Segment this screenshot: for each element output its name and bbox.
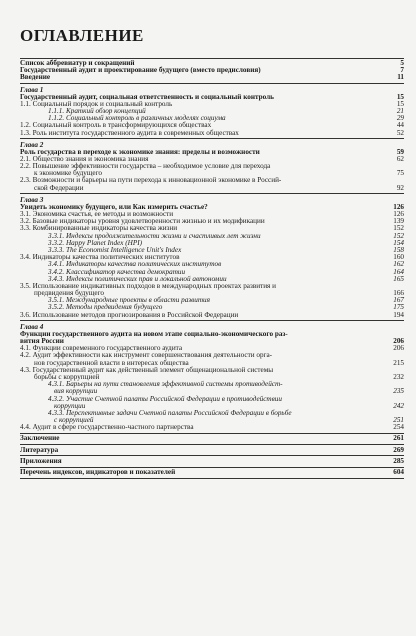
toc-entry-page: 261 xyxy=(393,434,404,443)
toc-entry-page: 29 xyxy=(396,114,404,123)
toc-entry-title: 3.4.1. Индикаторы качества политических институтов xyxy=(48,260,222,269)
toc-entry-page: 21 xyxy=(396,106,404,115)
toc-entry-page: 160 xyxy=(393,253,404,262)
toc-entry-page: 126 xyxy=(393,210,404,218)
divider xyxy=(20,455,404,456)
toc-entry-title: 3.4.3. Индексы политических прав и локальной автономии xyxy=(48,274,227,283)
toc-entry-title: нов государственной власти в интересах общества xyxy=(34,358,189,367)
toc-entry-page: 52 xyxy=(396,128,404,137)
toc-entry-title: 3.5.1. Международные проекты в области развития xyxy=(48,296,210,305)
toc-entry-title: 3.4.2. Классификатор качества демократии xyxy=(48,267,186,276)
toc-entry-title: к экономике будущего xyxy=(34,169,102,178)
toc-entry-page: 158 xyxy=(393,245,404,254)
toc-entry[interactable] xyxy=(20,312,404,319)
divider xyxy=(20,444,404,445)
toc-entry-title: 1.1.1. Краткий обзор концепций xyxy=(48,106,146,115)
toc-entry-title: Перечень индексов, индикаторов и показателей xyxy=(20,468,176,476)
toc-entry-page: 285 xyxy=(393,456,404,465)
toc-entry[interactable] xyxy=(20,74,404,81)
toc-entry-title: 3.5. Использование индикативных подходов в международных проектах развития и xyxy=(20,281,276,290)
toc-entry-title: Приложения xyxy=(20,456,62,465)
toc-entry-title: 4.3.1. Барьеры на пути становления эффективной системы противодейст- xyxy=(48,380,283,389)
toc-entry-title: с коррупцией xyxy=(54,416,94,425)
toc-entry-title: 3.5.2. Методы предвидения будущего xyxy=(48,303,163,312)
toc-entry-title: 2.2. Повышение эффективности государства – необходимое условие для перехода xyxy=(20,162,271,171)
toc-entry-page: 92 xyxy=(396,183,404,192)
toc-entry-title: 3.2. Базовые индикаторы уровня удовлетворенности жизнью и их модификации xyxy=(20,217,265,226)
toc-entry-title: борьбы с коррупцией xyxy=(34,372,100,381)
toc-entry-page: 167 xyxy=(393,296,404,305)
toc-entry-title: Литература xyxy=(20,445,59,454)
toc-entry-page: 59 xyxy=(396,147,404,156)
toc-entry-page: 251 xyxy=(393,416,404,425)
toc-entry-title: 3.6. Использование методов прогнозирования в Российской Федерации xyxy=(20,310,239,319)
toc-entry-title: 2.3. Возможности и барьеры на пути перехода к инновационной экономике в Россий- xyxy=(20,176,282,185)
toc-entry-title: Заключение xyxy=(20,434,60,443)
toc-entry[interactable] xyxy=(20,331,404,338)
toc-entry-page: 175 xyxy=(393,303,404,312)
toc-entry-page: 254 xyxy=(393,423,404,432)
toc-entry-page: 126 xyxy=(393,202,404,211)
toc-entry-page: 154 xyxy=(393,238,404,247)
toc-entry-title: 4.2. Аудит эффективности как инструмент совершенствования деятельности орга- xyxy=(20,351,273,360)
toc-entry[interactable] xyxy=(20,424,404,431)
toc-entry-title: вития России xyxy=(20,337,64,345)
toc-entry-page: 62 xyxy=(396,154,404,163)
chapter-heading: Глава 4 xyxy=(20,322,44,331)
toc-entry-page: 15 xyxy=(396,99,404,108)
toc-entry-page: 215 xyxy=(393,358,404,367)
toc-entry-title: коррупции xyxy=(54,401,86,410)
toc-entry-title: Функции государственного аудита на новом этапе социально-экономического раз- xyxy=(20,329,288,338)
toc-entry-title: 3.3.1. Индексы продолжительности жизни и счастливых лет жизни xyxy=(48,231,261,240)
toc-entry-page: 194 xyxy=(393,310,404,319)
toc-entry-page: 5 xyxy=(400,59,404,67)
toc-entry[interactable] xyxy=(20,447,404,454)
toc-entry-title: вия коррупции xyxy=(54,387,98,396)
toc-entry-page: 139 xyxy=(393,217,404,226)
toc-entry-page: 242 xyxy=(393,401,404,410)
toc-entry-page: 11 xyxy=(397,73,404,82)
toc-entry-title: Роль государства в переходе к экономике знания: пределы и возможности xyxy=(20,147,260,156)
toc-entry-title: 3.3.3. The Economist Intelligence Unit's Index xyxy=(48,245,182,254)
divider xyxy=(20,193,404,194)
toc-entry-page: 162 xyxy=(393,260,404,269)
chapter-heading: Глава 3 xyxy=(20,195,44,204)
toc-entry-title: 4.4. Аудит в сфере государственно-частного партнерства xyxy=(20,423,194,432)
toc-entry-title: Список аббревиатур и сокращений xyxy=(20,59,135,67)
toc-entry-page: 232 xyxy=(393,372,404,381)
toc-entry-page: 206 xyxy=(393,337,404,345)
chapter-heading: Глава 1 xyxy=(20,85,44,94)
toc-entry-page: 165 xyxy=(393,274,404,283)
page-title: ОГЛАВЛЕНИЕ xyxy=(20,26,144,45)
toc-entry-title: предвидения будущего xyxy=(34,289,104,298)
toc-entry-title: 4.3.3. Перспективные задачи Счетной палаты Российской Федерации в борьбе xyxy=(48,408,292,417)
divider xyxy=(20,83,404,84)
toc-entry-title: Введение xyxy=(20,73,51,82)
toc-entry[interactable] xyxy=(20,67,404,74)
toc-entry-page: 269 xyxy=(393,445,404,454)
toc-entry-title: 3.1. Экономика счастья, ее методы и возможности xyxy=(20,210,174,218)
toc-entry-page: 206 xyxy=(393,344,404,353)
toc-entry-title: 3.3.2. Happy Planet Index (HPI) xyxy=(48,238,143,247)
divider xyxy=(20,433,404,434)
divider xyxy=(20,320,404,321)
toc-entry-page: 7 xyxy=(400,66,404,75)
toc-entry-page: 235 xyxy=(393,387,404,396)
toc-entry-page: 166 xyxy=(393,289,404,298)
chapter-heading: Глава 2 xyxy=(20,140,44,149)
toc-entry-page: 152 xyxy=(393,231,404,240)
toc-entry-page: 75 xyxy=(396,169,404,178)
toc-entry-page: 604 xyxy=(393,468,404,476)
toc-entry-page: 164 xyxy=(393,267,404,276)
toc-entry-title: ской Федерации xyxy=(34,183,84,192)
toc-entry[interactable] xyxy=(20,185,404,192)
toc-entry-title: 1.3. Роль института государственного аудита в современных обществах xyxy=(20,128,239,137)
table-of-contents xyxy=(20,56,404,480)
toc-entry[interactable] xyxy=(20,435,404,442)
toc-entry-title: Государственный аудит, социальная ответственность и социальный контроль xyxy=(20,92,274,101)
toc-entry-page: 15 xyxy=(396,92,404,101)
toc-entry-title: 4.1. Функции современного государственного аудита xyxy=(20,344,183,353)
toc-entry-page: 44 xyxy=(396,121,404,130)
toc-entry-title: Увидеть экономику будущего, или Как измерить счастье? xyxy=(20,202,208,211)
toc-entry-title: 1.1.2. Социальный контроль в различных моделях социума xyxy=(48,114,226,123)
toc-entry[interactable] xyxy=(20,469,404,476)
divider xyxy=(20,138,404,139)
toc-entry-page: 152 xyxy=(393,224,404,233)
toc-entry[interactable] xyxy=(20,458,404,465)
toc-entry-title: 4.3. Государственный аудит как действенный элемент общенациональной системы xyxy=(20,365,274,374)
toc-entry[interactable] xyxy=(20,130,404,137)
toc-entry-title: 1.1. Социальный порядок и социальный контроль xyxy=(20,99,173,108)
toc-entry-title: 4.3.2. Участие Счетной палаты Российской Федерации в противодействии xyxy=(48,394,282,403)
toc-entry-title: 3.3. Комбинированные индикаторы качества жизни xyxy=(20,224,178,233)
toc-entry-title: Государственный аудит и проектирование будущего (вместо предисловия) xyxy=(20,66,261,75)
toc-entry-title: 1.2. Социальный контроль в трансформирующихся обществах xyxy=(20,121,212,130)
toc-entry-title: 3.4. Индикаторы качества политических институтов xyxy=(20,253,180,262)
divider xyxy=(20,478,404,479)
toc-entry-title: 2.1. Общество знания и экономика знания xyxy=(20,154,149,163)
